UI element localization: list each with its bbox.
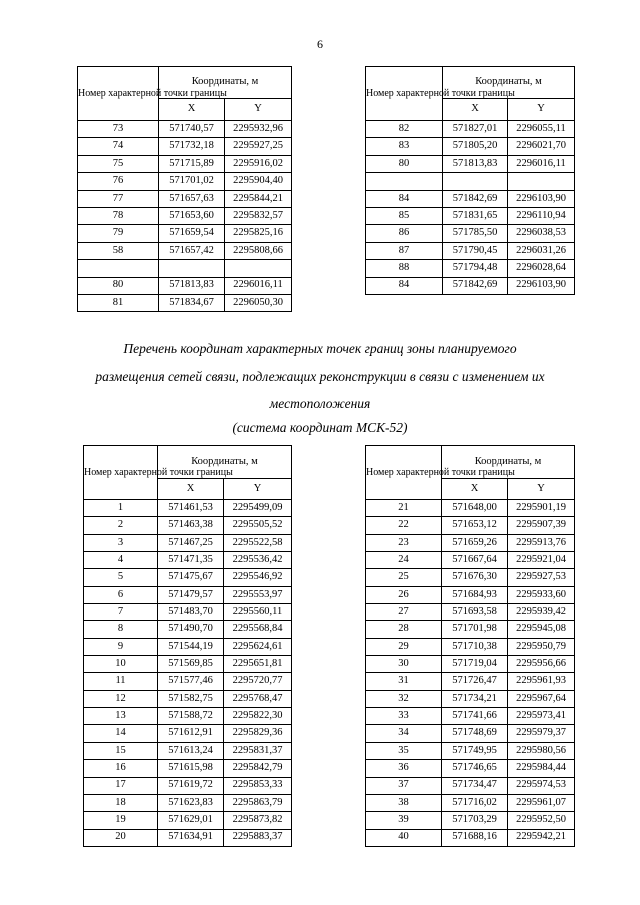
point-number-cell: 15 bbox=[84, 742, 158, 759]
x-coordinate-cell: 571726,47 bbox=[442, 673, 508, 690]
y-coordinate-cell: 2295952,50 bbox=[508, 812, 575, 829]
x-coordinate-cell: 571703,29 bbox=[442, 812, 508, 829]
table-row bbox=[366, 569, 575, 586]
header-point-number: Номер характерной точки границы bbox=[366, 67, 443, 121]
y-coordinate-cell: 2295933,60 bbox=[508, 586, 575, 603]
point-number-cell: 23 bbox=[366, 534, 442, 551]
table-row bbox=[78, 242, 292, 259]
table-row bbox=[366, 673, 575, 690]
header-point-number: Номер характерной точки границы bbox=[84, 446, 158, 500]
x-coordinate-cell: 571842,69 bbox=[443, 277, 508, 294]
point-number-cell: 14 bbox=[84, 725, 158, 742]
table-row bbox=[366, 656, 575, 673]
table-row bbox=[366, 812, 575, 829]
page-number: 6 bbox=[317, 37, 323, 51]
point-number-cell: 73 bbox=[78, 121, 159, 138]
x-coordinate-cell: 571648,00 bbox=[442, 500, 508, 517]
point-number-cell: 18 bbox=[84, 794, 158, 811]
y-coordinate-cell: 2295505,52 bbox=[224, 517, 292, 534]
point-number-cell: 4 bbox=[84, 552, 158, 569]
table-row bbox=[366, 173, 575, 190]
table-row bbox=[366, 534, 575, 551]
table-row bbox=[366, 794, 575, 811]
point-number-cell: 9 bbox=[84, 638, 158, 655]
x-coordinate-cell: 571634,91 bbox=[158, 829, 224, 846]
x-coordinate-cell: 571710,38 bbox=[442, 638, 508, 655]
y-coordinate-cell: 2295808,66 bbox=[225, 242, 292, 259]
y-coordinate-cell: 2295499,09 bbox=[224, 500, 292, 517]
point-number-cell: 79 bbox=[78, 225, 159, 242]
point-number-cell: 32 bbox=[366, 690, 442, 707]
y-coordinate-cell: 2295974,53 bbox=[508, 777, 575, 794]
y-coordinate-cell: 2295932,96 bbox=[225, 121, 292, 138]
header-x: X bbox=[158, 479, 224, 500]
point-number-cell: 19 bbox=[84, 812, 158, 829]
header-y: Y bbox=[225, 99, 292, 121]
y-coordinate-cell: 2296021,70 bbox=[508, 138, 575, 155]
point-number-cell: 38 bbox=[366, 794, 442, 811]
table-row bbox=[84, 725, 292, 742]
point-number-cell: 7 bbox=[84, 604, 158, 621]
x-coordinate-cell: 571483,70 bbox=[158, 604, 224, 621]
x-coordinate-cell: 571490,70 bbox=[158, 621, 224, 638]
y-coordinate-cell: 2295522,58 bbox=[224, 534, 292, 551]
y-coordinate-cell: 2295916,02 bbox=[225, 155, 292, 172]
x-coordinate-cell: 571475,67 bbox=[158, 569, 224, 586]
point-number-cell: 29 bbox=[366, 638, 442, 655]
y-coordinate-cell: 2295945,08 bbox=[508, 621, 575, 638]
table-row bbox=[366, 552, 575, 569]
y-coordinate-cell: 2296016,11 bbox=[225, 277, 292, 294]
caption-line-1: Перечень координат характерных точек границ зоны планируемого bbox=[123, 341, 517, 356]
point-number-cell: 1 bbox=[84, 500, 158, 517]
coordinates-table-bottom-right bbox=[365, 445, 575, 847]
y-coordinate-cell: 2296038,53 bbox=[508, 225, 575, 242]
point-number-cell: 24 bbox=[366, 552, 442, 569]
point-number-cell: 80 bbox=[366, 155, 443, 172]
table-row bbox=[366, 586, 575, 603]
table-row bbox=[366, 242, 575, 259]
point-number-cell: 39 bbox=[366, 812, 442, 829]
table-row bbox=[366, 225, 575, 242]
x-coordinate-cell: 571612,91 bbox=[158, 725, 224, 742]
table-row bbox=[366, 190, 575, 207]
table-row bbox=[366, 638, 575, 655]
point-number-cell: 13 bbox=[84, 708, 158, 725]
table-row bbox=[78, 138, 292, 155]
table-row bbox=[84, 656, 292, 673]
y-coordinate-cell: 2295950,79 bbox=[508, 638, 575, 655]
point-number-cell: 84 bbox=[366, 277, 443, 294]
y-coordinate-cell: 2295939,42 bbox=[508, 604, 575, 621]
x-coordinate-cell: 571813,83 bbox=[159, 277, 225, 294]
table-row bbox=[84, 708, 292, 725]
table-row bbox=[366, 155, 575, 172]
x-coordinate-cell: 571732,18 bbox=[159, 138, 225, 155]
y-coordinate-cell: 2295829,36 bbox=[224, 725, 292, 742]
table-row bbox=[84, 638, 292, 655]
coordinates-table-top-right bbox=[365, 66, 575, 295]
point-number-cell: 26 bbox=[366, 586, 442, 603]
x-coordinate-cell: 571741,66 bbox=[442, 708, 508, 725]
point-number-cell: 36 bbox=[366, 760, 442, 777]
table-row bbox=[366, 517, 575, 534]
x-coordinate-cell: 571463,38 bbox=[158, 517, 224, 534]
y-coordinate-cell: 2296110,94 bbox=[508, 207, 575, 224]
y-coordinate-cell: 2295973,41 bbox=[508, 708, 575, 725]
y-coordinate-cell: 2295822,30 bbox=[224, 708, 292, 725]
point-number-cell: 6 bbox=[84, 586, 158, 603]
x-coordinate-cell: 571582,75 bbox=[158, 690, 224, 707]
y-coordinate-cell: 2295927,53 bbox=[508, 569, 575, 586]
y-coordinate-cell: 2295979,37 bbox=[508, 725, 575, 742]
point-number-cell: 80 bbox=[78, 277, 159, 294]
y-coordinate-cell: 2295624,61 bbox=[224, 638, 292, 655]
x-coordinate-cell: 571619,72 bbox=[158, 777, 224, 794]
y-coordinate-cell: 2295553,97 bbox=[224, 586, 292, 603]
x-coordinate-cell: 571588,72 bbox=[158, 708, 224, 725]
point-number-cell: 17 bbox=[84, 777, 158, 794]
table-row bbox=[84, 777, 292, 794]
y-coordinate-cell bbox=[508, 173, 575, 190]
point-number-cell: 75 bbox=[78, 155, 159, 172]
point-number-cell: 30 bbox=[366, 656, 442, 673]
point-number-cell: 22 bbox=[366, 517, 442, 534]
table-row bbox=[366, 708, 575, 725]
table-row bbox=[366, 121, 575, 138]
x-coordinate-cell: 571831,65 bbox=[443, 207, 508, 224]
y-coordinate-cell: 2295967,64 bbox=[508, 690, 575, 707]
y-coordinate-cell: 2295844,21 bbox=[225, 190, 292, 207]
point-number-cell: 5 bbox=[84, 569, 158, 586]
x-coordinate-cell: 571577,46 bbox=[158, 673, 224, 690]
point-number-cell: 88 bbox=[366, 260, 443, 277]
table-row bbox=[84, 604, 292, 621]
x-coordinate-cell: 571615,98 bbox=[158, 760, 224, 777]
table-row bbox=[84, 742, 292, 759]
table-row bbox=[78, 294, 292, 311]
point-number-cell: 87 bbox=[366, 242, 443, 259]
point-number-cell: 11 bbox=[84, 673, 158, 690]
y-coordinate-cell: 2295904,40 bbox=[225, 173, 292, 190]
y-coordinate-cell: 2295901,19 bbox=[508, 500, 575, 517]
header-y: Y bbox=[508, 479, 575, 500]
point-number-cell: 33 bbox=[366, 708, 442, 725]
x-coordinate-cell: 571715,89 bbox=[159, 155, 225, 172]
point-number-cell: 78 bbox=[78, 207, 159, 224]
table-row bbox=[84, 552, 292, 569]
x-coordinate-cell: 571688,16 bbox=[442, 829, 508, 846]
x-coordinate-cell: 571623,83 bbox=[158, 794, 224, 811]
table-row bbox=[84, 760, 292, 777]
point-number-cell: 34 bbox=[366, 725, 442, 742]
x-coordinate-cell: 571676,30 bbox=[442, 569, 508, 586]
table-row bbox=[366, 277, 575, 294]
table-row bbox=[84, 569, 292, 586]
y-coordinate-cell: 2295956,66 bbox=[508, 656, 575, 673]
x-coordinate-cell: 571734,47 bbox=[442, 777, 508, 794]
table-row bbox=[84, 621, 292, 638]
y-coordinate-cell: 2295984,44 bbox=[508, 760, 575, 777]
table-row bbox=[366, 829, 575, 846]
x-coordinate-cell: 571657,42 bbox=[159, 242, 225, 259]
y-coordinate-cell: 2296028,64 bbox=[508, 260, 575, 277]
table-row bbox=[84, 794, 292, 811]
point-number-cell: 84 bbox=[366, 190, 443, 207]
point-number-cell: 77 bbox=[78, 190, 159, 207]
y-coordinate-cell: 2295873,82 bbox=[224, 812, 292, 829]
point-number-cell: 58 bbox=[78, 242, 159, 259]
table-row bbox=[84, 500, 292, 517]
x-coordinate-cell: 571659,26 bbox=[442, 534, 508, 551]
point-number-cell: 85 bbox=[366, 207, 443, 224]
header-y: Y bbox=[224, 479, 292, 500]
y-coordinate-cell: 2295921,04 bbox=[508, 552, 575, 569]
x-coordinate-cell: 571693,58 bbox=[442, 604, 508, 621]
table-row bbox=[84, 517, 292, 534]
y-coordinate-cell: 2295546,92 bbox=[224, 569, 292, 586]
point-number-cell: 28 bbox=[366, 621, 442, 638]
x-coordinate-cell: 571467,25 bbox=[158, 534, 224, 551]
x-coordinate-cell: 571471,35 bbox=[158, 552, 224, 569]
point-number-cell: 16 bbox=[84, 760, 158, 777]
x-coordinate-cell: 571790,45 bbox=[443, 242, 508, 259]
y-coordinate-cell: 2295720,77 bbox=[224, 673, 292, 690]
y-coordinate-cell: 2295768,47 bbox=[224, 690, 292, 707]
x-coordinate-cell bbox=[159, 260, 225, 277]
y-coordinate-cell: 2295907,39 bbox=[508, 517, 575, 534]
x-coordinate-cell: 571734,21 bbox=[442, 690, 508, 707]
point-number-cell: 21 bbox=[366, 500, 442, 517]
table-row bbox=[78, 277, 292, 294]
table-row bbox=[366, 138, 575, 155]
x-coordinate-cell: 571834,67 bbox=[159, 294, 225, 311]
y-coordinate-cell: 2295842,79 bbox=[224, 760, 292, 777]
point-number-cell: 86 bbox=[366, 225, 443, 242]
x-coordinate-cell: 571629,01 bbox=[158, 812, 224, 829]
y-coordinate-cell bbox=[225, 260, 292, 277]
x-coordinate-cell: 571748,69 bbox=[442, 725, 508, 742]
caption-line-4: (система координат МСК-52) bbox=[232, 420, 408, 435]
table-row bbox=[78, 225, 292, 242]
x-coordinate-cell bbox=[443, 173, 508, 190]
y-coordinate-cell: 2296055,11 bbox=[508, 121, 575, 138]
table-row bbox=[78, 260, 292, 277]
table-row bbox=[78, 155, 292, 172]
x-coordinate-cell: 571653,60 bbox=[159, 207, 225, 224]
y-coordinate-cell: 2295651,81 bbox=[224, 656, 292, 673]
table-row bbox=[366, 621, 575, 638]
point-number-cell: 27 bbox=[366, 604, 442, 621]
y-coordinate-cell: 2295831,37 bbox=[224, 742, 292, 759]
point-number-cell: 83 bbox=[366, 138, 443, 155]
x-coordinate-cell: 571794,48 bbox=[443, 260, 508, 277]
table-row bbox=[366, 725, 575, 742]
x-coordinate-cell: 571613,24 bbox=[158, 742, 224, 759]
point-number-cell: 37 bbox=[366, 777, 442, 794]
x-coordinate-cell: 571684,93 bbox=[442, 586, 508, 603]
y-coordinate-cell: 2295927,25 bbox=[225, 138, 292, 155]
y-coordinate-cell: 2295832,57 bbox=[225, 207, 292, 224]
table-row bbox=[84, 829, 292, 846]
point-number-cell: 74 bbox=[78, 138, 159, 155]
y-coordinate-cell: 2295961,93 bbox=[508, 673, 575, 690]
x-coordinate-cell: 571827,01 bbox=[443, 121, 508, 138]
x-coordinate-cell: 571479,57 bbox=[158, 586, 224, 603]
y-coordinate-cell: 2295883,37 bbox=[224, 829, 292, 846]
x-coordinate-cell: 571544,19 bbox=[158, 638, 224, 655]
point-number-cell: 82 bbox=[366, 121, 443, 138]
header-x: X bbox=[442, 479, 508, 500]
table-row bbox=[366, 260, 575, 277]
header-coordinates: Координаты, м bbox=[442, 446, 575, 479]
table-row bbox=[366, 760, 575, 777]
x-coordinate-cell: 571667,64 bbox=[442, 552, 508, 569]
table-row bbox=[84, 673, 292, 690]
x-coordinate-cell: 571842,69 bbox=[443, 190, 508, 207]
header-x: X bbox=[159, 99, 225, 121]
table-row bbox=[366, 500, 575, 517]
x-coordinate-cell: 571749,95 bbox=[442, 742, 508, 759]
y-coordinate-cell: 2295825,16 bbox=[225, 225, 292, 242]
x-coordinate-cell: 571701,98 bbox=[442, 621, 508, 638]
point-number-cell: 31 bbox=[366, 673, 442, 690]
x-coordinate-cell: 571740,57 bbox=[159, 121, 225, 138]
point-number-cell: 8 bbox=[84, 621, 158, 638]
coordinates-table-bottom-left bbox=[83, 445, 292, 847]
table-row bbox=[78, 190, 292, 207]
y-coordinate-cell: 2296103,90 bbox=[508, 277, 575, 294]
y-coordinate-cell: 2296016,11 bbox=[508, 155, 575, 172]
table-row bbox=[78, 207, 292, 224]
x-coordinate-cell: 571813,83 bbox=[443, 155, 508, 172]
table-row bbox=[366, 604, 575, 621]
coordinates-table-top-left bbox=[77, 66, 292, 312]
table-row bbox=[78, 121, 292, 138]
y-coordinate-cell: 2295560,11 bbox=[224, 604, 292, 621]
point-number-cell: 10 bbox=[84, 656, 158, 673]
x-coordinate-cell: 571569,85 bbox=[158, 656, 224, 673]
table-row bbox=[366, 690, 575, 707]
point-number-cell: 81 bbox=[78, 294, 159, 311]
point-number-cell: 12 bbox=[84, 690, 158, 707]
point-number-cell bbox=[366, 173, 443, 190]
table-row bbox=[84, 586, 292, 603]
point-number-cell: 40 bbox=[366, 829, 442, 846]
point-number-cell bbox=[78, 260, 159, 277]
header-coordinates: Координаты, м bbox=[158, 446, 292, 479]
point-number-cell: 76 bbox=[78, 173, 159, 190]
header-point-number: Номер характерной точки границы bbox=[366, 446, 442, 500]
table-row bbox=[78, 173, 292, 190]
x-coordinate-cell: 571659,54 bbox=[159, 225, 225, 242]
y-coordinate-cell: 2295568,84 bbox=[224, 621, 292, 638]
x-coordinate-cell: 571785,50 bbox=[443, 225, 508, 242]
x-coordinate-cell: 571657,63 bbox=[159, 190, 225, 207]
x-coordinate-cell: 571716,02 bbox=[442, 794, 508, 811]
table-row bbox=[366, 742, 575, 759]
header-coordinates: Координаты, м bbox=[159, 67, 292, 99]
y-coordinate-cell: 2296103,90 bbox=[508, 190, 575, 207]
x-coordinate-cell: 571746,65 bbox=[442, 760, 508, 777]
table-row bbox=[84, 690, 292, 707]
caption-line-2: размещения сетей связи, подлежащих реконструкции в связи с изменением их bbox=[95, 369, 545, 384]
x-coordinate-cell: 571653,12 bbox=[442, 517, 508, 534]
y-coordinate-cell: 2296031,26 bbox=[508, 242, 575, 259]
x-coordinate-cell: 571805,20 bbox=[443, 138, 508, 155]
point-number-cell: 3 bbox=[84, 534, 158, 551]
table-row bbox=[366, 777, 575, 794]
header-coordinates: Координаты, м bbox=[443, 67, 575, 99]
y-coordinate-cell: 2295980,56 bbox=[508, 742, 575, 759]
y-coordinate-cell: 2295913,76 bbox=[508, 534, 575, 551]
y-coordinate-cell: 2295942,21 bbox=[508, 829, 575, 846]
x-coordinate-cell: 571719,04 bbox=[442, 656, 508, 673]
y-coordinate-cell: 2295961,07 bbox=[508, 794, 575, 811]
header-y: Y bbox=[508, 99, 575, 121]
caption-line-3: местоположения bbox=[269, 396, 371, 411]
point-number-cell: 20 bbox=[84, 829, 158, 846]
y-coordinate-cell: 2295536,42 bbox=[224, 552, 292, 569]
table-row bbox=[84, 534, 292, 551]
table-row bbox=[366, 207, 575, 224]
table-row bbox=[84, 812, 292, 829]
y-coordinate-cell: 2295853,33 bbox=[224, 777, 292, 794]
header-x: X bbox=[443, 99, 508, 121]
x-coordinate-cell: 571461,53 bbox=[158, 500, 224, 517]
x-coordinate-cell: 571701,02 bbox=[159, 173, 225, 190]
point-number-cell: 35 bbox=[366, 742, 442, 759]
point-number-cell: 25 bbox=[366, 569, 442, 586]
point-number-cell: 2 bbox=[84, 517, 158, 534]
y-coordinate-cell: 2295863,79 bbox=[224, 794, 292, 811]
y-coordinate-cell: 2296050,30 bbox=[225, 294, 292, 311]
header-point-number: Номер характерной точки границы bbox=[78, 67, 159, 121]
